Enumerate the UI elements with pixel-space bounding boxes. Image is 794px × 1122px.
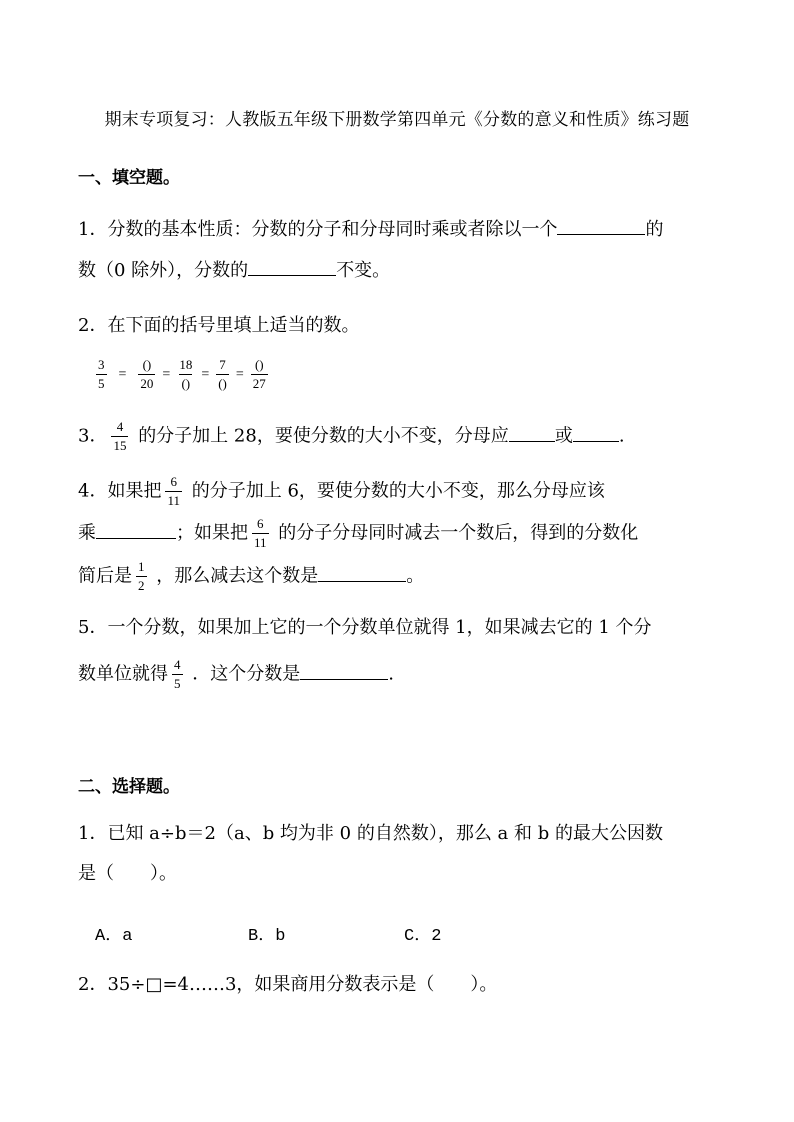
answer-blank[interactable] [557, 216, 645, 235]
choice-question-2: 2．35÷□=4……3，如果商用分数表示是（ ）。 [78, 974, 498, 995]
question-4-line-1: 4．如果把 $\frac{6}{11}$ 的分子加上 6，要使分数的大小不变，那么分母应该 [78, 474, 605, 508]
fraction: $\frac{6}{11}$ [254, 516, 267, 550]
answer-blank[interactable] [300, 661, 388, 680]
fraction-equation: $\frac{3}{5}$ = $\frac{()}{20}$ = $\frac{18}{()}$ = $\frac{7}{()}$ = $\frac{()}{27}$ [98, 357, 266, 391]
fraction: $\frac{()}{20}$ [140, 357, 154, 391]
fraction: $\frac{4}{5}$ [174, 657, 181, 691]
question-5-line-2: 数单位就得 $\frac{4}{5}$ ．这个分数是 . [78, 657, 394, 691]
answer-blank[interactable] [573, 423, 619, 442]
question-3: 3． $\frac{4}{15}$ 的分子加上 28，要使分数的大小不变，分母应 或 . [78, 419, 625, 453]
question-4-line-2: 乘 ；如果把 $\frac{6}{11}$ 的分子分母同时减去一个数后，得到的分数化 [78, 516, 639, 550]
section-heading-multiple-choice: 二、选择题。 [78, 777, 180, 797]
fraction: $\frac{18}{()}$ [179, 357, 193, 391]
fraction: $\frac{6}{11}$ [167, 474, 180, 508]
fraction: $\frac{1}{2}$ [138, 559, 145, 593]
fraction: $\frac{3}{5}$ [98, 357, 105, 391]
option-a[interactable]: A．a [95, 927, 133, 946]
question-4-line-3: 简后是 $\frac{1}{2}$ ，那么减去这个数是 。 [78, 559, 425, 593]
option-b[interactable]: B．b [248, 927, 286, 946]
answer-blank[interactable] [248, 257, 336, 276]
choice-question-1-line-1: 1．已知 a÷b＝2（a、b 均为非 0 的自然数），那么 a 和 b 的最大公因数 [78, 823, 663, 844]
answer-blank[interactable] [318, 563, 406, 582]
question-1-line-1: 1．分数的基本性质：分数的分子和分母同时乘或者除以一个 的 [78, 216, 663, 242]
section-heading-fill-blank: 一、填空题。 [78, 168, 180, 188]
choice-question-1-line-2: 是（ ）。 [78, 863, 177, 884]
question-5-line-1: 5．一个分数，如果加上它的一个分数单位就得 1，如果减去它的 1 个分 [78, 617, 652, 638]
page-title: 期末专项复习：人教版五年级下册数学第四单元《分数的意义和性质》练习题 [104, 110, 690, 130]
option-c[interactable]: C．2 [404, 927, 442, 946]
fraction: $\frac{4}{15}$ [113, 419, 127, 453]
question-1-line-2: 数（0 除外），分数的 不变。 [78, 257, 390, 283]
fraction: $\frac{()}{27}$ [252, 357, 266, 391]
fraction: $\frac{7}{()}$ [218, 357, 227, 391]
answer-blank[interactable] [96, 520, 176, 539]
question-2-text: 2．在下面的括号里填上适当的数。 [78, 315, 360, 336]
answer-blank[interactable] [509, 423, 555, 442]
